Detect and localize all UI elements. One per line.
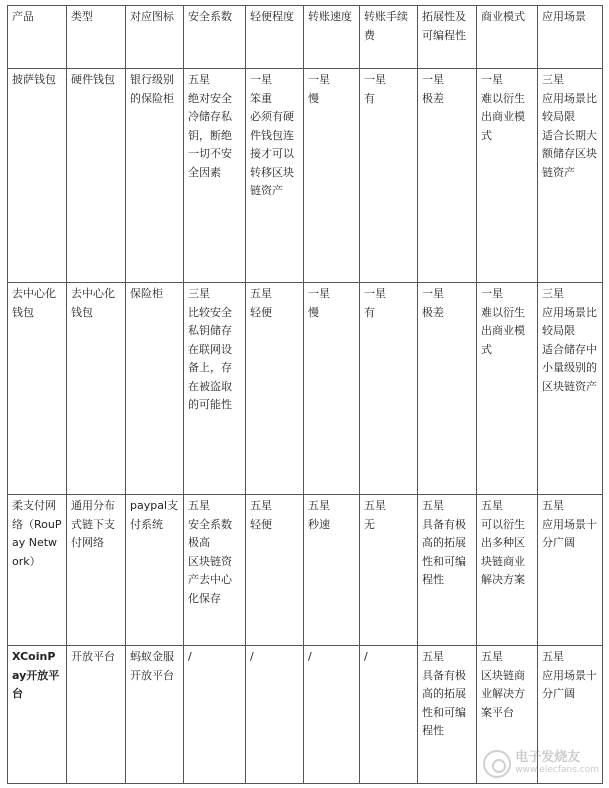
table-row bbox=[8, 495, 603, 646]
header-speed: 转账速度 bbox=[304, 6, 360, 69]
cell-fee: 一星 有 bbox=[360, 283, 418, 495]
cell-business-model: 一星 难以衍生出商业模式 bbox=[477, 69, 538, 283]
watermark-cn: 电子发烧友 bbox=[515, 750, 581, 765]
cell-product: 柔支付网络（RouPay Network） bbox=[8, 495, 67, 646]
cell-fee: 一星 有 bbox=[360, 69, 418, 283]
cell-icon: 银行级别的保险柜 bbox=[126, 69, 184, 283]
cell-type: 硬件钱包 bbox=[67, 69, 126, 283]
header-business-model: 商业模式 bbox=[477, 6, 538, 69]
table-row bbox=[8, 283, 603, 495]
cell-scenario: 五星 应用场景十分广阔 bbox=[538, 495, 603, 646]
watermark bbox=[483, 750, 599, 778]
cell-product: XCoinPay开放平台 bbox=[8, 646, 67, 784]
watermark-en: www.elecfans.com bbox=[515, 765, 599, 775]
cell-portability: 五星 轻便 bbox=[246, 283, 304, 495]
header-extensibility: 拓展性及可编程性 bbox=[418, 6, 477, 69]
header-security: 安全系数 bbox=[184, 6, 246, 69]
cell-type: 开放平台 bbox=[67, 646, 126, 784]
cell-extensibility: 一星 极差 bbox=[418, 283, 477, 495]
cell-speed: 一星 慢 bbox=[304, 283, 360, 495]
cell-extensibility: 五星 具备有极高的拓展性和可编程性 bbox=[418, 646, 477, 784]
cell-icon: 蚂蚁金服开放平台 bbox=[126, 646, 184, 784]
cell-business-model: 一星 难以衍生出商业模式 bbox=[477, 283, 538, 495]
cell-icon: 保险柜 bbox=[126, 283, 184, 495]
cell-extensibility: 一星 极差 bbox=[418, 69, 477, 283]
cell-security: / bbox=[184, 646, 246, 784]
cell-scenario: 五星 应用场景十分广阔 bbox=[538, 646, 603, 784]
cell-extensibility: 五星 具备有极高的拓展性和可编程性 bbox=[418, 495, 477, 646]
cell-type: 去中心化钱包 bbox=[67, 283, 126, 495]
cell-scenario: 三星 应用场景比较局限 适合长期大额储存区块链资产 bbox=[538, 69, 603, 283]
table-row bbox=[8, 69, 603, 283]
cell-portability: / bbox=[246, 646, 304, 784]
cell-type: 通用分布式链下支付网络 bbox=[67, 495, 126, 646]
header-product: 产品 bbox=[8, 6, 67, 69]
header-portability: 轻便程度 bbox=[246, 6, 304, 69]
cell-portability: 五星 轻便 bbox=[246, 495, 304, 646]
header-icon: 对应图标 bbox=[126, 6, 184, 69]
comparison-table bbox=[7, 5, 603, 784]
cell-speed: 一星 慢 bbox=[304, 69, 360, 283]
header-scenario: 应用场景 bbox=[538, 6, 603, 69]
cell-scenario: 三星 应用场景比较局限 适合储存中小量级别的区块链资产 bbox=[538, 283, 603, 495]
header-row bbox=[8, 6, 603, 69]
cell-speed: / bbox=[304, 646, 360, 784]
header-fee: 转账手续费 bbox=[360, 6, 418, 69]
header-type: 类型 bbox=[67, 6, 126, 69]
cell-security: 五星 绝对安全 冷储存私钥，断绝一切不安全因素 bbox=[184, 69, 246, 283]
cell-fee: / bbox=[360, 646, 418, 784]
cell-product: 披萨钱包 bbox=[8, 69, 67, 283]
cell-security: 五星 安全系数极高 区块链资产去中心化保存 bbox=[184, 495, 246, 646]
cell-business-model: 五星 区块链商业解决方案平台 bbox=[477, 646, 538, 784]
cell-fee: 五星 无 bbox=[360, 495, 418, 646]
cell-security: 三星 比较安全 私钥储存在联网设备上，存在被盗取的可能性 bbox=[184, 283, 246, 495]
cell-business-model: 五星 可以衍生出多种区块链商业解决方案 bbox=[477, 495, 538, 646]
cell-icon: paypal支付系统 bbox=[126, 495, 184, 646]
cell-product: 去中心化钱包 bbox=[8, 283, 67, 495]
cell-portability: 一星 笨重 必须有硬件钱包连接才可以转移区块链资产 bbox=[246, 69, 304, 283]
cell-speed: 五星 秒速 bbox=[304, 495, 360, 646]
elecfans-logo-icon bbox=[483, 750, 511, 778]
